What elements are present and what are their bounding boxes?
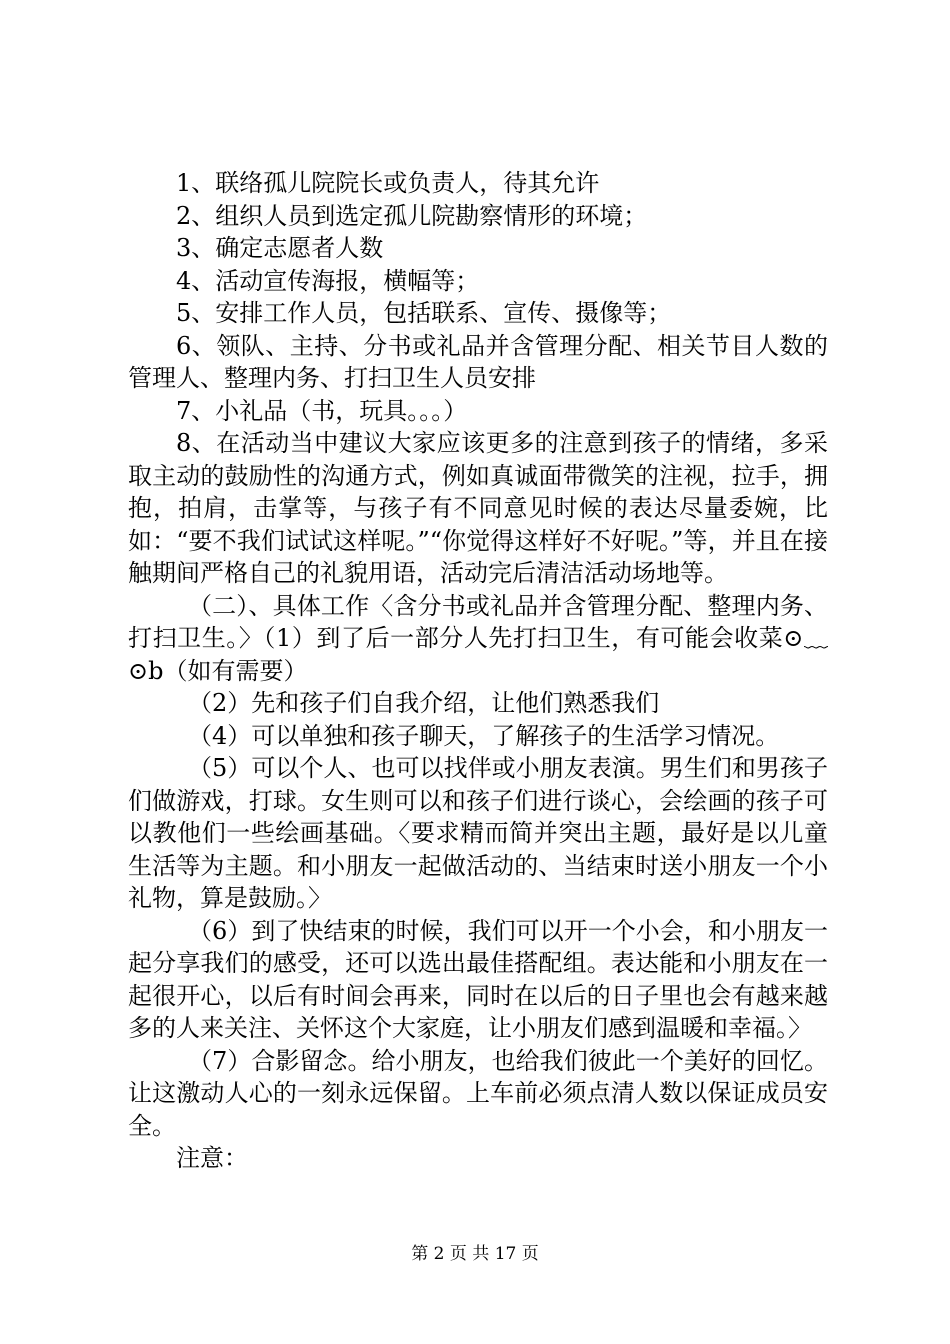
paragraph-step-4: 4、活动宣传海报，横幅等； — [176, 266, 480, 295]
paragraph-item-2: （2）先和孩子们自我介绍，让他们熟悉我们 — [188, 689, 660, 717]
document-body — [128, 167, 828, 1175]
paragraph-item-5: （5）可以个人、也可以找伴或小朋友表演。男生们和男孩子们做游戏，打球。女生则可以和孩子们进行谈心，会绘画的孩子可以教他们一些绘画基础。〈要求精而简并突出主题，最好是以儿童生活等为主题。和小朋友一起做活动的、当结束时送小朋友一个小礼物，算是鼓励。〉 — [128, 754, 828, 912]
paragraph-item-4: （4）可以单独和孩子聊天，了解孩子的生活学习情况。 — [188, 721, 780, 750]
paragraph-step-2: 2、组织人员到选定孤儿院勘察情形的环境； — [176, 201, 648, 230]
page-number-label: 第 2 页 共 17 页 — [411, 1244, 539, 1264]
paragraph-item-6: （6）到了快结束的时候，我们可以开一个小会，和小朋友一起分享我们的感受，还可以选出最佳搭配组。表达能和小朋友在一起很开心，以后有时间会再来，同时在以后的日子里也会有越来越多的人来关注、关怀这个大家庭，让小朋友们感到温暖和幸福。〉 — [128, 916, 828, 1042]
paragraph-step-3: 3、确定志愿者人数 — [176, 234, 384, 262]
paragraph-step-5: 5、安排工作人员，包括联系、宣传、摄像等； — [176, 299, 672, 327]
paragraph-step-8: 8、在活动当中建议大家应该更多的注意到孩子的情绪，多采取主动的鼓励性的沟通方式，例如真诚面带微笑的注视，拉手，拥抱，拍肩，击掌等，与孩子有不同意见时候的表达尽量委婉，比如：“要不我们试试这样呢。”“你觉得这样好不好呢。”等，并且在接触期间严格自己的礼貌用语，活动完后清洁活动场地等。 — [128, 429, 828, 587]
page-footer — [0, 1243, 950, 1265]
paragraph-step-7: 7、小礼品（书，玩具。。。） — [176, 396, 468, 425]
paragraph-section-2: （二）、具体工作〈含分书或礼品并含管理分配、整理内务、打扫卫生。〉（1）到了后一部分人先打扫卫生，有可能会收菜⊙﹏⊙b（如有需要） — [128, 591, 828, 685]
paragraph-notes-heading: 注意： — [176, 1144, 248, 1172]
paragraph-step-6: 6、领队、主持、分书或礼品并含管理分配、相关节目人数的管理人、整理内务、打扫卫生人员安排 — [128, 331, 828, 392]
paragraph-item-7: （7）合影留念。给小朋友，也给我们彼此一个美好的回忆。让这激动人心的一刻永远保留。上车前必须点清人数以保证成员安全。 — [128, 1046, 828, 1140]
paragraph-step-1: 1、联络孤儿院院长或负责人，待其允许 — [176, 169, 600, 197]
